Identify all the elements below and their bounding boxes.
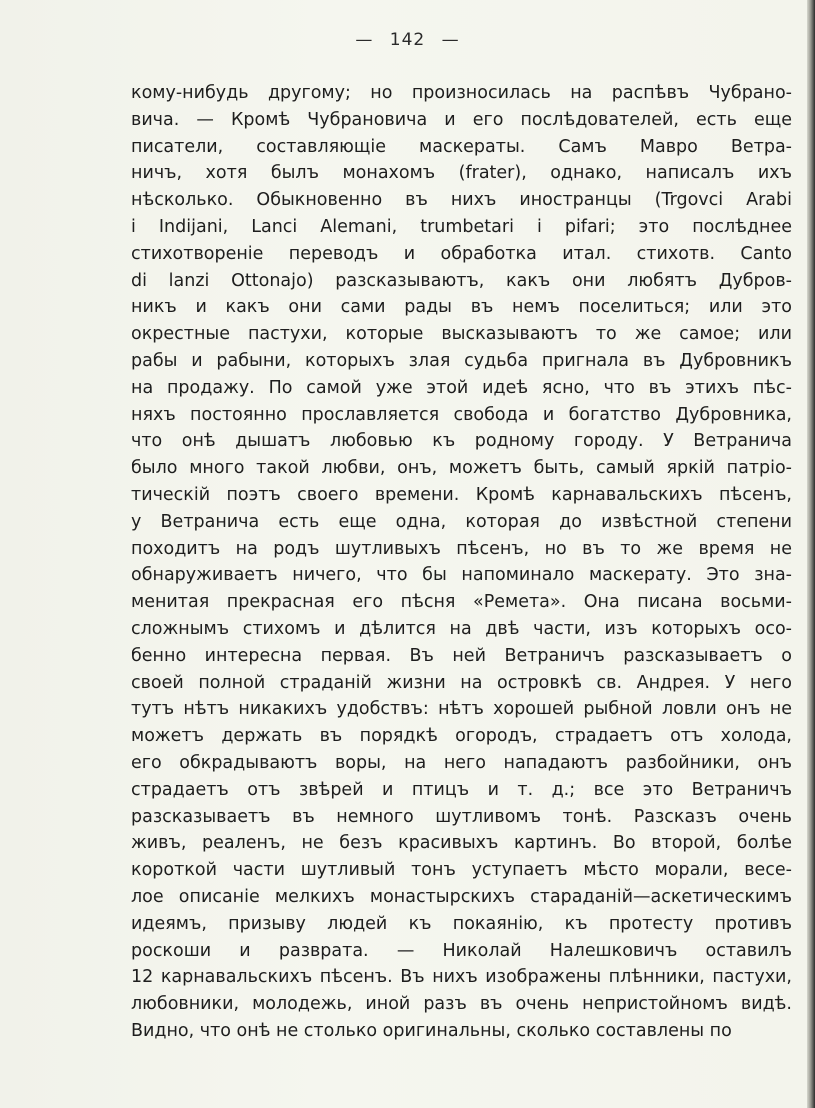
text-line: любовники, молодежь, иной разъ въ очень непристойномъ видѣ. xyxy=(131,994,792,1015)
page-number-dash-right: — xyxy=(441,30,460,50)
text-line: короткой части шутливый тонъ уступаетъ мѣсто морали, весе- xyxy=(131,860,792,881)
text-line: менитая прекрасная его пѣсня «Ремета». Она писана восьми- xyxy=(131,592,792,613)
text-line: окрестные пастухи, которые высказываютъ то же самое; или xyxy=(131,324,792,345)
text-line: сложнымъ стихомъ и дѣлится на двѣ части, изъ которыхъ осо- xyxy=(131,618,792,639)
text-line: идеямъ, призыву людей къ покаянію, къ протесту противъ xyxy=(131,913,792,934)
text-line: Видно, что онѣ не столько оригинальны, сколько составлены по xyxy=(131,1020,732,1041)
page-number-value: 142 xyxy=(389,30,426,50)
text-line: что онѣ дышатъ любовью къ родному городу. У Ветранича xyxy=(131,431,792,452)
text-line: ничъ, хотя былъ монахомъ (frater), однако, написалъ ихъ xyxy=(131,163,792,184)
text-line: никъ и какъ они сами рады въ немъ поселиться; или это xyxy=(131,297,792,318)
text-line: рабы и рабыни, которыхъ злая судьба пригнала въ Дубровникъ xyxy=(131,350,792,371)
page-number xyxy=(0,30,815,50)
text-line: своей полной страданій жизни на островкѣ св. Андрея. У него xyxy=(131,672,792,693)
text-line: 12 карнавальскихъ пѣсенъ. Въ нихъ изображены плѣнники, пастухи, xyxy=(131,967,792,988)
text-line: тутъ нѣтъ никакихъ удобствъ: нѣтъ хорошей рыбной ловли онъ не xyxy=(131,699,792,720)
text-line: его обкрадываютъ воры, на него нападаютъ разбойники, онъ xyxy=(131,752,792,773)
text-line: di lanzi Ottonajo) разсказываютъ, какъ они любятъ Дубров- xyxy=(131,270,792,291)
text-line: i Indijani, Lanci Alemani, trumbetari i pifari; это послѣднее xyxy=(131,216,792,237)
page-edge-shadow xyxy=(807,0,815,1108)
text-line: разсказываетъ въ немного шутливомъ тонѣ. Разсказъ очень xyxy=(131,806,792,827)
text-line: няхъ постоянно прославляется свобода и богатство Дубровника, xyxy=(131,404,792,425)
text-line: тическій поэтъ своего времени. Кромѣ карнавальскихъ пѣсенъ, xyxy=(131,484,792,505)
text-line: писатели, составляющіе маскераты. Самъ Мавро Ветра- xyxy=(131,136,792,157)
text-line: на продажу. По самой уже этой идеѣ ясно, что въ этихъ пѣс- xyxy=(131,377,792,398)
page-number-dash-left: — xyxy=(355,30,374,50)
text-line: походитъ на родъ шутливыхъ пѣсенъ, но въ то же время не xyxy=(131,538,792,559)
text-line: стихотвореніе переводъ и обработка итал. стихотв. Canto xyxy=(131,243,792,264)
text-line: вича. — Кромѣ Чубрановича и его послѣдователей, есть еще xyxy=(131,109,792,130)
text-line: кому-нибудь другому; но произносилась на распѣвъ Чубрано- xyxy=(131,83,792,103)
text-line: страдаетъ отъ звѣрей и птицъ и т. д.; все это Ветраничъ xyxy=(131,779,792,800)
text-line: живъ, реаленъ, не безъ красивыхъ картинъ. Во второй, болѣе xyxy=(131,833,792,854)
text-line: роскоши и разврата. — Николай Налешковичъ оставилъ xyxy=(131,940,792,961)
text-line: нѣсколько. Обыкновенно въ нихъ иностранцы (Trgovci Arabi xyxy=(131,190,792,211)
text-line: бенно интересна первая. Въ ней Ветраничъ разсказываетъ о xyxy=(131,645,792,666)
text-line: можетъ держать въ порядкѣ огородъ, страдаетъ отъ холода, xyxy=(131,726,792,747)
text-line: обнаруживаетъ ничего, что бы напоминало маскерату. Это зна- xyxy=(131,565,792,586)
text-line: лое описаніе мелкихъ монастырскихъ стараданій—аскетическимъ xyxy=(131,886,792,907)
text-line: было много такой любви, онъ, можетъ быть, самый яркій патріо- xyxy=(131,458,792,479)
body-text xyxy=(131,80,792,1045)
text-line: у Ветранича есть еще одна, которая до извѣстной степени xyxy=(131,511,792,532)
